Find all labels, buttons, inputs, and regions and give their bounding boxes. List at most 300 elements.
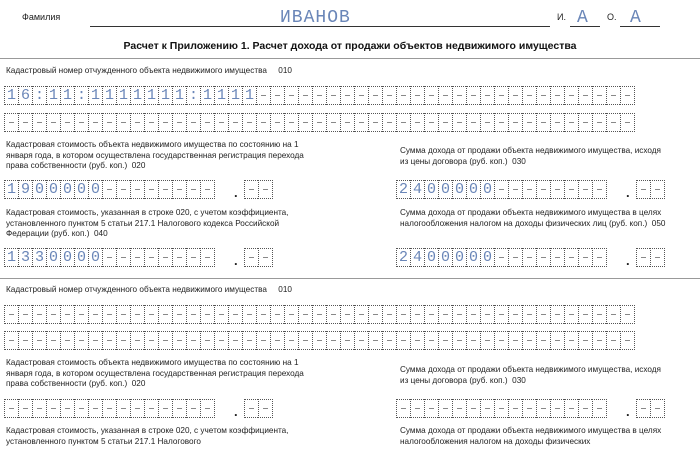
char-cell[interactable] [536, 113, 550, 132]
char-cell[interactable]: 0 [88, 180, 102, 199]
char-cell[interactable]: 0 [466, 248, 480, 267]
char-cell[interactable] [200, 399, 215, 418]
char-cell[interactable] [60, 399, 74, 418]
char-cell[interactable] [494, 86, 508, 105]
char-cell[interactable] [130, 180, 144, 199]
b1-value-040-kop[interactable] [244, 248, 273, 267]
b2-cadastral-row2[interactable] [4, 331, 635, 350]
char-cell[interactable] [410, 399, 424, 418]
char-cell[interactable] [592, 113, 606, 132]
char-cell[interactable] [592, 180, 607, 199]
char-cell[interactable] [116, 113, 130, 132]
char-cell[interactable] [396, 305, 410, 324]
char-cell[interactable] [200, 305, 214, 324]
char-cell[interactable] [592, 86, 606, 105]
char-cell[interactable] [578, 248, 592, 267]
char-cell[interactable] [270, 113, 284, 132]
char-cell[interactable] [74, 305, 88, 324]
char-cell[interactable] [130, 331, 144, 350]
char-cell[interactable] [340, 331, 354, 350]
char-cell[interactable] [172, 113, 186, 132]
char-cell[interactable] [564, 305, 578, 324]
char-cell[interactable] [452, 113, 466, 132]
char-cell[interactable] [158, 113, 172, 132]
char-cell[interactable] [326, 331, 340, 350]
char-cell[interactable] [270, 305, 284, 324]
char-cell[interactable] [564, 399, 578, 418]
char-cell[interactable] [270, 331, 284, 350]
char-cell[interactable] [620, 113, 635, 132]
char-cell[interactable]: 1 [200, 86, 214, 105]
char-cell[interactable] [578, 305, 592, 324]
char-cell[interactable] [466, 331, 480, 350]
char-cell[interactable] [508, 305, 522, 324]
char-cell[interactable] [284, 331, 298, 350]
char-cell[interactable] [564, 86, 578, 105]
char-cell[interactable]: 6 [18, 86, 32, 105]
char-cell[interactable]: 0 [480, 180, 494, 199]
char-cell[interactable] [32, 113, 46, 132]
char-cell[interactable] [354, 86, 368, 105]
char-cell[interactable] [88, 305, 102, 324]
b1-value-030-rub[interactable] [396, 180, 607, 199]
char-cell[interactable] [284, 305, 298, 324]
char-cell[interactable] [564, 113, 578, 132]
char-cell[interactable] [18, 113, 32, 132]
b2-value-020-rub[interactable] [4, 399, 215, 418]
char-cell[interactable] [102, 331, 116, 350]
char-cell[interactable] [508, 331, 522, 350]
char-cell[interactable]: 2 [396, 180, 410, 199]
char-cell[interactable] [636, 180, 650, 199]
char-cell[interactable] [32, 305, 46, 324]
char-cell[interactable] [396, 399, 410, 418]
char-cell[interactable] [494, 113, 508, 132]
char-cell[interactable] [46, 331, 60, 350]
char-cell[interactable]: 4 [410, 180, 424, 199]
char-cell[interactable]: 1 [116, 86, 130, 105]
char-cell[interactable] [606, 113, 620, 132]
char-cell[interactable] [650, 399, 665, 418]
char-cell[interactable] [424, 113, 438, 132]
char-cell[interactable]: 3 [18, 248, 32, 267]
char-cell[interactable]: 1 [214, 86, 228, 105]
b2-value-020-kop[interactable] [244, 399, 273, 418]
char-cell[interactable] [228, 331, 242, 350]
char-cell[interactable] [312, 331, 326, 350]
char-cell[interactable] [60, 113, 74, 132]
char-cell[interactable] [382, 86, 396, 105]
char-cell[interactable] [424, 331, 438, 350]
char-cell[interactable] [536, 331, 550, 350]
char-cell[interactable] [4, 113, 18, 132]
char-cell[interactable] [256, 331, 270, 350]
char-cell[interactable]: 0 [480, 248, 494, 267]
char-cell[interactable] [578, 399, 592, 418]
char-cell[interactable] [480, 86, 494, 105]
b1-value-040-rub[interactable] [4, 248, 215, 267]
char-cell[interactable]: 0 [46, 180, 60, 199]
char-cell[interactable] [298, 331, 312, 350]
char-cell[interactable] [18, 305, 32, 324]
char-cell[interactable] [186, 180, 200, 199]
char-cell[interactable] [312, 113, 326, 132]
char-cell[interactable] [354, 331, 368, 350]
char-cell[interactable] [186, 113, 200, 132]
char-cell[interactable] [102, 305, 116, 324]
char-cell[interactable]: : [32, 86, 46, 105]
char-cell[interactable] [424, 399, 438, 418]
char-cell[interactable] [172, 331, 186, 350]
char-cell[interactable]: 0 [452, 180, 466, 199]
char-cell[interactable] [494, 331, 508, 350]
char-cell[interactable]: 0 [452, 248, 466, 267]
char-cell[interactable] [494, 305, 508, 324]
char-cell[interactable] [172, 180, 186, 199]
char-cell[interactable] [382, 113, 396, 132]
char-cell[interactable] [368, 305, 382, 324]
char-cell[interactable] [144, 113, 158, 132]
char-cell[interactable] [522, 399, 536, 418]
char-cell[interactable]: 3 [32, 248, 46, 267]
char-cell[interactable] [144, 305, 158, 324]
char-cell[interactable] [214, 331, 228, 350]
char-cell[interactable] [424, 305, 438, 324]
char-cell[interactable] [74, 399, 88, 418]
char-cell[interactable] [522, 113, 536, 132]
char-cell[interactable] [480, 113, 494, 132]
char-cell[interactable] [396, 113, 410, 132]
char-cell[interactable] [74, 113, 88, 132]
char-cell[interactable] [46, 113, 60, 132]
char-cell[interactable] [606, 331, 620, 350]
char-cell[interactable]: 1 [88, 86, 102, 105]
char-cell[interactable] [270, 86, 284, 105]
char-cell[interactable] [410, 113, 424, 132]
char-cell[interactable] [564, 331, 578, 350]
char-cell[interactable] [172, 248, 186, 267]
char-cell[interactable] [438, 399, 452, 418]
initial-i-value[interactable]: А [577, 8, 588, 28]
char-cell[interactable] [466, 86, 480, 105]
char-cell[interactable] [522, 248, 536, 267]
char-cell[interactable]: 0 [60, 248, 74, 267]
char-cell[interactable] [340, 305, 354, 324]
b1-value-030-kop[interactable] [636, 180, 665, 199]
char-cell[interactable] [284, 113, 298, 132]
char-cell[interactable] [550, 399, 564, 418]
char-cell[interactable] [116, 248, 130, 267]
char-cell[interactable] [592, 305, 606, 324]
char-cell[interactable]: 0 [88, 248, 102, 267]
char-cell[interactable] [578, 113, 592, 132]
char-cell[interactable]: 1 [228, 86, 242, 105]
b1-cadastral-row1[interactable] [4, 86, 635, 105]
char-cell[interactable] [410, 86, 424, 105]
char-cell[interactable] [522, 331, 536, 350]
char-cell[interactable] [438, 86, 452, 105]
char-cell[interactable] [258, 248, 273, 267]
char-cell[interactable] [410, 331, 424, 350]
char-cell[interactable] [200, 248, 215, 267]
char-cell[interactable] [592, 248, 607, 267]
char-cell[interactable] [102, 180, 116, 199]
char-cell[interactable] [46, 399, 60, 418]
char-cell[interactable] [298, 113, 312, 132]
char-cell[interactable] [4, 399, 18, 418]
b1-value-050-rub[interactable] [396, 248, 607, 267]
char-cell[interactable] [144, 180, 158, 199]
char-cell[interactable] [396, 86, 410, 105]
char-cell[interactable] [144, 331, 158, 350]
char-cell[interactable] [636, 248, 650, 267]
char-cell[interactable] [438, 113, 452, 132]
char-cell[interactable] [508, 399, 522, 418]
char-cell[interactable]: 0 [60, 180, 74, 199]
char-cell[interactable] [298, 86, 312, 105]
char-cell[interactable] [522, 305, 536, 324]
char-cell[interactable]: 0 [424, 248, 438, 267]
char-cell[interactable] [258, 180, 273, 199]
char-cell[interactable] [116, 180, 130, 199]
char-cell[interactable]: 1 [158, 86, 172, 105]
char-cell[interactable] [410, 305, 424, 324]
char-cell[interactable] [620, 331, 635, 350]
char-cell[interactable] [522, 180, 536, 199]
char-cell[interactable] [60, 331, 74, 350]
char-cell[interactable] [298, 305, 312, 324]
char-cell[interactable] [244, 180, 258, 199]
char-cell[interactable] [452, 331, 466, 350]
char-cell[interactable] [592, 399, 607, 418]
char-cell[interactable] [130, 113, 144, 132]
char-cell[interactable]: 0 [438, 248, 452, 267]
char-cell[interactable] [186, 399, 200, 418]
char-cell[interactable]: 1 [60, 86, 74, 105]
char-cell[interactable] [368, 86, 382, 105]
char-cell[interactable]: 0 [32, 180, 46, 199]
char-cell[interactable] [382, 305, 396, 324]
char-cell[interactable] [172, 305, 186, 324]
char-cell[interactable] [172, 399, 186, 418]
char-cell[interactable] [536, 305, 550, 324]
char-cell[interactable] [158, 248, 172, 267]
char-cell[interactable] [438, 305, 452, 324]
char-cell[interactable] [494, 399, 508, 418]
char-cell[interactable] [466, 399, 480, 418]
char-cell[interactable]: 1 [172, 86, 186, 105]
char-cell[interactable]: 1 [4, 248, 18, 267]
char-cell[interactable] [116, 331, 130, 350]
char-cell[interactable] [550, 113, 564, 132]
char-cell[interactable] [578, 331, 592, 350]
char-cell[interactable] [508, 180, 522, 199]
char-cell[interactable] [368, 113, 382, 132]
char-cell[interactable]: 4 [410, 248, 424, 267]
char-cell[interactable] [200, 180, 215, 199]
char-cell[interactable] [452, 305, 466, 324]
char-cell[interactable] [102, 113, 116, 132]
char-cell[interactable] [354, 113, 368, 132]
char-cell[interactable] [256, 305, 270, 324]
char-cell[interactable]: : [74, 86, 88, 105]
char-cell[interactable]: 9 [18, 180, 32, 199]
char-cell[interactable] [200, 113, 214, 132]
char-cell[interactable] [452, 399, 466, 418]
char-cell[interactable] [438, 331, 452, 350]
char-cell[interactable] [578, 86, 592, 105]
char-cell[interactable] [550, 86, 564, 105]
char-cell[interactable] [242, 113, 256, 132]
char-cell[interactable] [480, 331, 494, 350]
char-cell[interactable] [242, 331, 256, 350]
initial-o-value[interactable]: А [630, 8, 641, 28]
char-cell[interactable] [256, 86, 270, 105]
char-cell[interactable] [214, 305, 228, 324]
b1-value-050-kop[interactable] [636, 248, 665, 267]
char-cell[interactable] [650, 180, 665, 199]
char-cell[interactable] [564, 248, 578, 267]
char-cell[interactable] [650, 248, 665, 267]
char-cell[interactable] [340, 86, 354, 105]
char-cell[interactable] [564, 180, 578, 199]
char-cell[interactable] [550, 305, 564, 324]
char-cell[interactable] [102, 248, 116, 267]
char-cell[interactable] [508, 86, 522, 105]
char-cell[interactable] [158, 331, 172, 350]
char-cell[interactable] [186, 305, 200, 324]
char-cell[interactable] [424, 86, 438, 105]
char-cell[interactable] [130, 399, 144, 418]
b2-value-030-rub[interactable] [396, 399, 607, 418]
char-cell[interactable]: 1 [242, 86, 256, 105]
char-cell[interactable] [18, 399, 32, 418]
b2-value-030-kop[interactable] [636, 399, 665, 418]
char-cell[interactable] [508, 113, 522, 132]
char-cell[interactable] [60, 305, 74, 324]
char-cell[interactable] [466, 305, 480, 324]
char-cell[interactable]: 0 [46, 248, 60, 267]
char-cell[interactable] [536, 248, 550, 267]
char-cell[interactable]: : [186, 86, 200, 105]
char-cell[interactable] [214, 113, 228, 132]
char-cell[interactable] [494, 180, 508, 199]
char-cell[interactable] [550, 331, 564, 350]
char-cell[interactable]: 0 [466, 180, 480, 199]
char-cell[interactable] [284, 86, 298, 105]
char-cell[interactable] [550, 248, 564, 267]
char-cell[interactable] [228, 305, 242, 324]
char-cell[interactable] [46, 305, 60, 324]
char-cell[interactable]: 1 [4, 86, 18, 105]
char-cell[interactable] [382, 331, 396, 350]
char-cell[interactable]: 0 [74, 180, 88, 199]
char-cell[interactable] [550, 180, 564, 199]
char-cell[interactable] [494, 248, 508, 267]
char-cell[interactable] [578, 180, 592, 199]
char-cell[interactable] [144, 248, 158, 267]
char-cell[interactable] [88, 399, 102, 418]
char-cell[interactable]: 0 [438, 180, 452, 199]
char-cell[interactable] [536, 180, 550, 199]
char-cell[interactable] [186, 248, 200, 267]
char-cell[interactable] [116, 399, 130, 418]
char-cell[interactable] [32, 331, 46, 350]
char-cell[interactable] [536, 86, 550, 105]
char-cell[interactable] [258, 399, 273, 418]
char-cell[interactable] [452, 86, 466, 105]
surname-value[interactable]: ИВАНОВ [280, 8, 351, 28]
char-cell[interactable] [354, 305, 368, 324]
char-cell[interactable] [606, 86, 620, 105]
char-cell[interactable]: 1 [130, 86, 144, 105]
char-cell[interactable] [4, 331, 18, 350]
char-cell[interactable] [244, 399, 258, 418]
char-cell[interactable] [396, 331, 410, 350]
b1-value-020-kop[interactable] [244, 180, 273, 199]
char-cell[interactable] [368, 331, 382, 350]
char-cell[interactable] [326, 113, 340, 132]
char-cell[interactable]: 1 [102, 86, 116, 105]
char-cell[interactable] [340, 113, 354, 132]
char-cell[interactable] [592, 331, 606, 350]
char-cell[interactable] [144, 399, 158, 418]
char-cell[interactable] [606, 305, 620, 324]
char-cell[interactable] [88, 113, 102, 132]
b1-value-020-rub[interactable] [4, 180, 215, 199]
char-cell[interactable] [74, 331, 88, 350]
char-cell[interactable] [312, 305, 326, 324]
char-cell[interactable]: 0 [74, 248, 88, 267]
char-cell[interactable] [88, 331, 102, 350]
char-cell[interactable] [158, 180, 172, 199]
char-cell[interactable] [130, 305, 144, 324]
char-cell[interactable] [244, 248, 258, 267]
char-cell[interactable] [200, 331, 214, 350]
char-cell[interactable] [116, 305, 130, 324]
char-cell[interactable] [326, 86, 340, 105]
char-cell[interactable]: 0 [424, 180, 438, 199]
char-cell[interactable] [130, 248, 144, 267]
b2-cadastral-row1[interactable] [4, 305, 635, 324]
char-cell[interactable] [536, 399, 550, 418]
char-cell[interactable] [636, 399, 650, 418]
char-cell[interactable] [466, 113, 480, 132]
char-cell[interactable] [102, 399, 116, 418]
char-cell[interactable] [242, 305, 256, 324]
char-cell[interactable]: 1 [46, 86, 60, 105]
char-cell[interactable] [508, 248, 522, 267]
char-cell[interactable]: 1 [4, 180, 18, 199]
char-cell[interactable]: 1 [144, 86, 158, 105]
char-cell[interactable] [158, 399, 172, 418]
b1-cadastral-row2[interactable] [4, 113, 635, 132]
char-cell[interactable] [228, 113, 242, 132]
char-cell[interactable] [186, 331, 200, 350]
char-cell[interactable] [522, 86, 536, 105]
char-cell[interactable] [480, 305, 494, 324]
char-cell[interactable] [18, 331, 32, 350]
char-cell[interactable] [32, 399, 46, 418]
char-cell[interactable] [620, 305, 635, 324]
char-cell[interactable] [312, 86, 326, 105]
char-cell[interactable]: 2 [396, 248, 410, 267]
char-cell[interactable] [158, 305, 172, 324]
char-cell[interactable] [620, 86, 635, 105]
char-cell[interactable] [480, 399, 494, 418]
char-cell[interactable] [326, 305, 340, 324]
char-cell[interactable] [4, 305, 18, 324]
